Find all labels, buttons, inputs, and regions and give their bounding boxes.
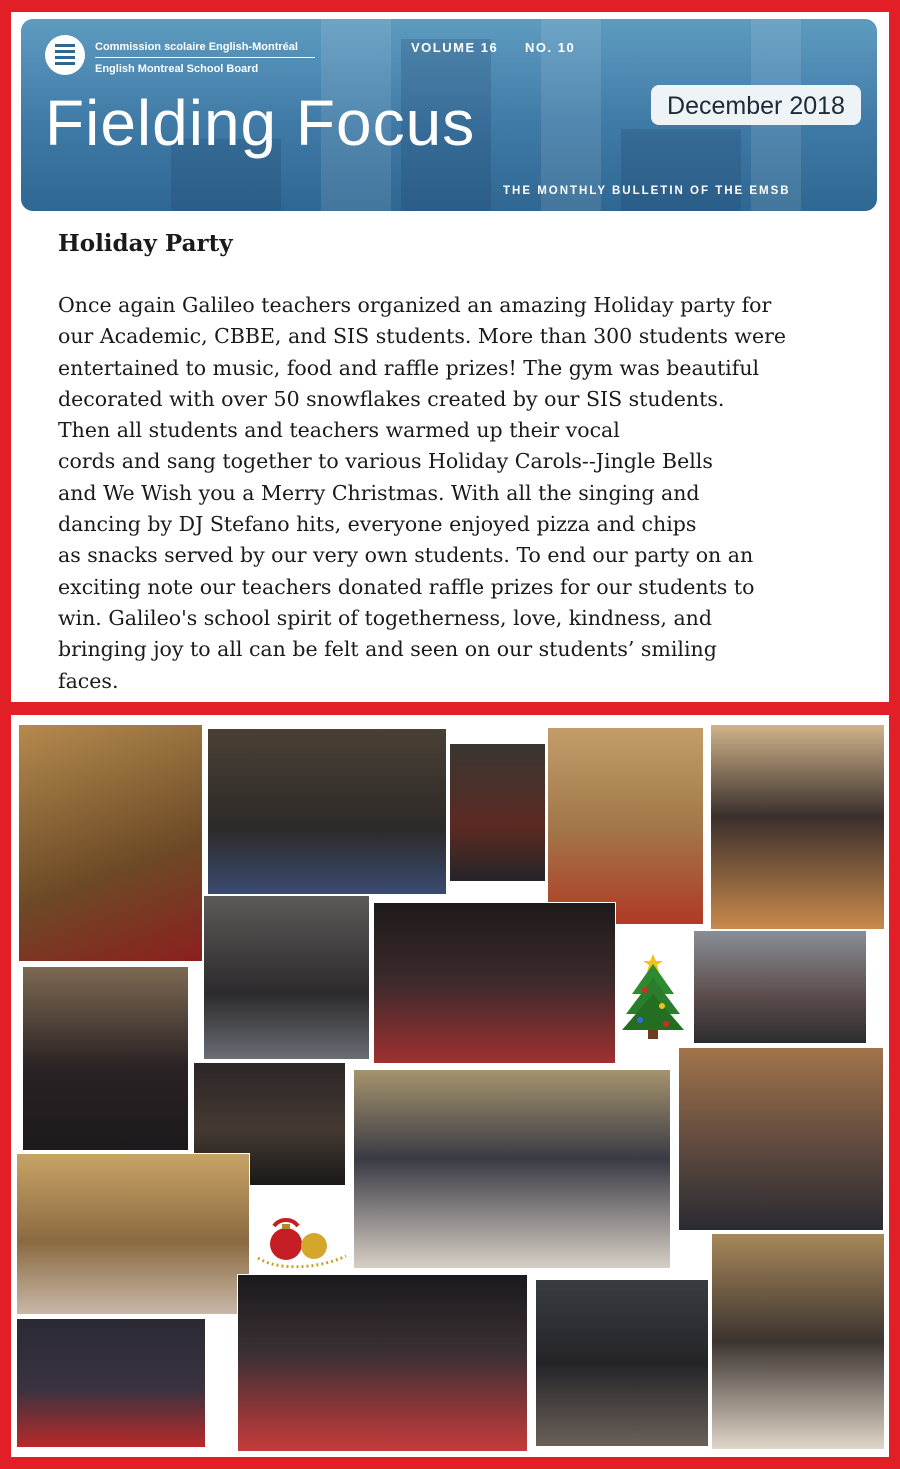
org-divider (95, 57, 315, 58)
photo-group-dance (237, 1274, 528, 1452)
masthead-title: Fielding Focus (45, 87, 476, 159)
photo-dance-floor (373, 902, 616, 1064)
newsletter-banner (21, 19, 877, 211)
emsb-logo (45, 35, 85, 75)
org-name-english: English Montreal School Board (95, 63, 259, 75)
photo-dancers-hats (16, 1318, 206, 1448)
org-name-french: Commission scolaire English-Montréal (95, 41, 298, 53)
body-line: win. Galileo's school spirit of togetherness, love, kindness, and (58, 605, 712, 630)
article-title: Holiday Party (58, 230, 233, 257)
body-line: Once again Galileo teachers organized an amazing Holiday party for (58, 293, 772, 317)
ornaments-icon (256, 1214, 348, 1272)
article-body (58, 290, 858, 697)
photo-snack-table (18, 724, 203, 962)
photo-gym-snowflakes (16, 1153, 250, 1315)
photo-three-teachers (22, 966, 189, 1151)
issue-number: NO. 10 (525, 40, 576, 55)
body-line: decorated with over 50 snowflakes created by our SIS students. (58, 386, 725, 411)
body-line: bringing joy to all can be felt and seen on our students’ smiling (58, 637, 717, 662)
photo-servers-party-hats (547, 727, 704, 925)
body-line: cords and sang together to various Holiday Carols--Jingle Bells (58, 449, 713, 474)
photo-group-students (207, 728, 447, 895)
photo-dancing-students (203, 895, 370, 1060)
photo-pizza-service (353, 1069, 671, 1269)
volume-label: VOLUME 16 (411, 40, 499, 55)
photo-pizza-line (710, 724, 885, 930)
body-line: and We Wish you a Merry Christmas. With all the singing and (58, 480, 700, 505)
body-line: entertained to music, food and raffle prizes! The gym was beautiful (58, 355, 760, 380)
tagline: THE MONTHLY BULLETIN OF THE EMSB (503, 185, 791, 197)
christmas-tree-icon (620, 950, 686, 1040)
date-badge (651, 85, 861, 125)
body-line: as snacks served by our very own students. To end our party on an (58, 543, 754, 568)
body-line: dancing by DJ Stefano hits, everyone enjoyed pizza and chips (58, 512, 697, 537)
body-line: faces. (58, 668, 119, 693)
photo-reindeer-antlers (678, 1047, 884, 1231)
issue-date: December 2018 (667, 92, 845, 120)
photo-students-posing (535, 1279, 709, 1447)
photo-two-students (449, 743, 546, 882)
photo-students-group-2 (693, 930, 867, 1044)
photo-pizza-table-gym (711, 1233, 885, 1450)
body-line: exciting note our teachers donated raffle prizes for our students to (58, 574, 755, 599)
body-line: Then all students and teachers warmed up their vocal (58, 418, 620, 443)
body-line: our Academic, CBBE, and SIS students. More than 300 students were (58, 324, 787, 349)
